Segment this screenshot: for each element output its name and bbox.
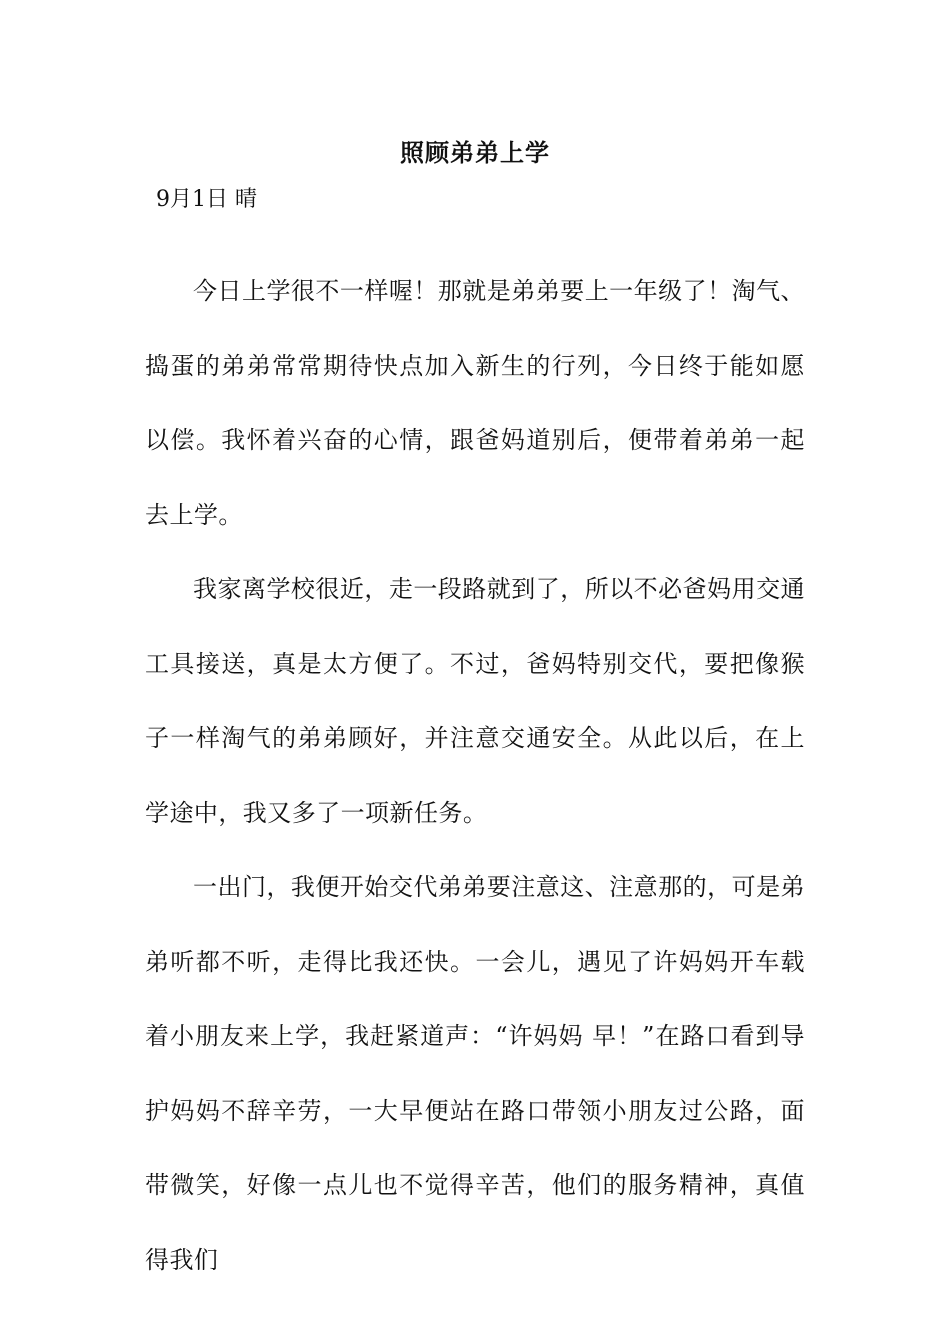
date-weather-line: 9月1日 晴 <box>156 187 257 212</box>
document-body <box>145 254 805 1297</box>
document-title: 照顾弟弟上学 <box>400 138 550 167</box>
paragraph: 今日上学很不一样喔！那就是弟弟要上一年级了！淘气、捣蛋的弟弟常常期待快点加入新生的行列，今日终于能如愿以偿。我怀着兴奋的心情，跟爸妈道别后，便带着弟弟一起去上学。 <box>145 277 805 529</box>
paragraph: 一出门，我便开始交代弟弟要注意这、注意那的，可是弟弟听都不听，走得比我还快。一会儿，遇见了许妈妈开车载着小朋友来上学，我赶紧道声：“许妈妈 早！”在路口看到导护妈妈不辞辛劳，一大早便站在路口带领小朋友过公路，面带微笑，好像一点儿也不觉得辛苦，他们的服务精神，真值得我们 <box>145 873 805 1274</box>
paragraph: 我家离学校很近，走一段路就到了，所以不必爸妈用交通工具接送，真是太方便了。不过，爸妈特别交代，要把像猴子一样淘气的弟弟顾好，并注意交通安全。从此以后，在上学途中，我又多了一项新任务。 <box>145 575 805 827</box>
